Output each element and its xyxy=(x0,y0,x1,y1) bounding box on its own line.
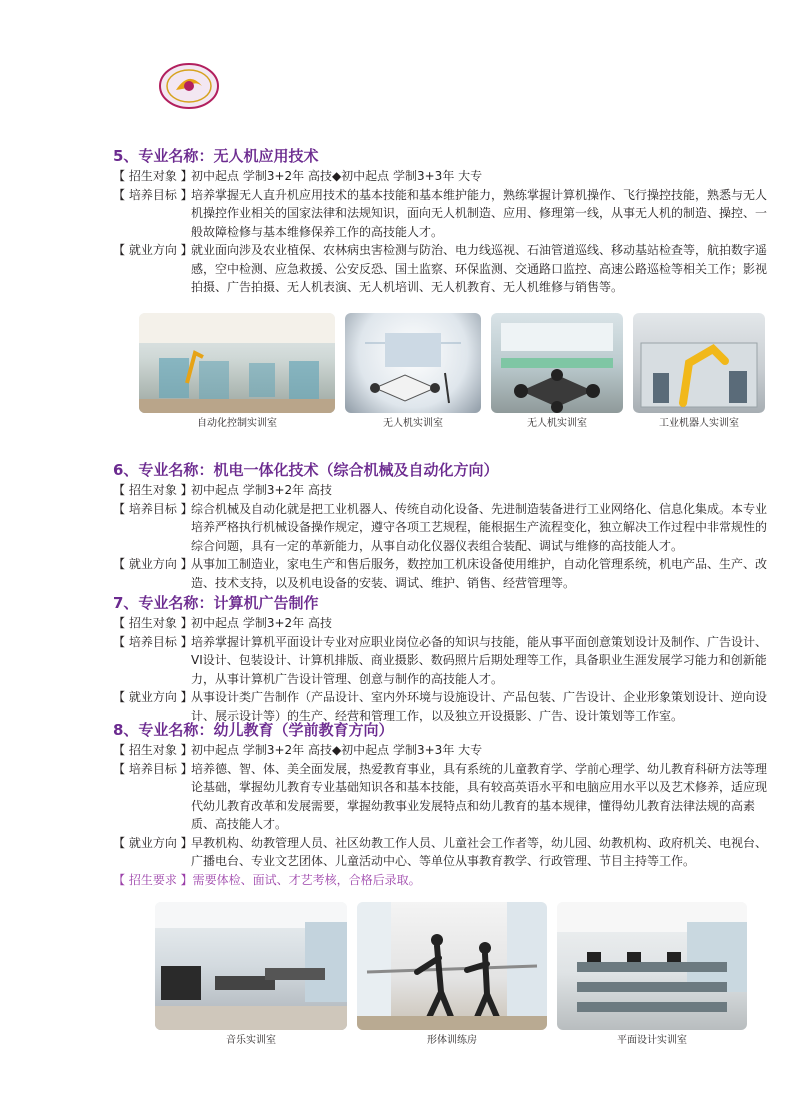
row-text: 培养德、智、体、美全面发展，热爱教育事业，具有系统的儿童教育学、学前心理学、幼儿教育科研方法等理论基础，掌握幼儿教育专业基础知识各和基本技能，具有较高英语水平和电脑应用水平以及艺术修养，适应现代幼儿教育改革和发展需要，掌握幼教事业发展特点和幼儿教育的基本规律，懂得幼儿教育法律法规的高素质、高技能人才。 xyxy=(191,761,768,831)
photo-caption: 工业机器人实训室 xyxy=(659,418,739,429)
photo-caption: 无人机实训室 xyxy=(527,418,587,429)
photo-caption: 音乐实训室 xyxy=(226,1035,276,1046)
info-row-career xyxy=(113,241,773,297)
row-text: 培养掌握计算机平面设计专业对应职业岗位必备的知识与技能，能从事平面创意策划设计及制作、广告设计、VI设计、包装设计、计算机排版、商业摄影、数码照片后期处理等工作，具备职业生涯发展学习能力和创新能力，从事计算机广告设计管理、创意与制作的高技能人才。 xyxy=(191,634,768,686)
photo-image xyxy=(557,902,747,1030)
row-label: 【 培养目标 】 xyxy=(113,501,193,516)
row-label: 【 就业方向 】 xyxy=(113,557,193,571)
section-title: 5、专业名称：无人机应用技术 xyxy=(113,147,319,165)
section-major-8 xyxy=(113,719,773,889)
row-label: 【 培养目标 】 xyxy=(113,761,193,776)
section-major-6 xyxy=(113,459,773,592)
row-label: 【 就业方向 】 xyxy=(113,243,193,257)
photo-drone-lab-1 xyxy=(345,313,481,431)
photo-caption: 形体训练房 xyxy=(427,1035,477,1046)
info-row-goal xyxy=(113,500,773,556)
photo-image xyxy=(633,313,765,413)
row-label: 【 培养目标 】 xyxy=(113,634,193,649)
school-logo xyxy=(158,62,220,110)
photo-image xyxy=(491,313,623,413)
info-row-goal xyxy=(113,760,773,834)
row-text: 初中起点 学制3+2年 高技◆初中起点 学制3+3年 大专 xyxy=(191,169,483,183)
photo-row-bottom xyxy=(155,902,747,1048)
photo-drone-lab-2 xyxy=(491,313,623,431)
row-text: 从事加工制造业，家电生产和售后服务，数控加工机床设备使用维护，自动化管理系统，机电产品、生产、改造、技术支持，以及机电设备的安装、调试、维护、销售、经营管理等。 xyxy=(191,557,768,590)
section-major-7 xyxy=(113,592,773,725)
row-text: 培养掌握无人直升机应用技术的基本技能和基本维护能力，熟练掌握计算机操作、飞行操控技能，熟悉与无人机操控作业相关的国家法律和法规知识，面向无人机制造、应用、修理第一线，从事无人机的制造、操控、一般故障检修与基本维修保养工作的高技能人才。 xyxy=(191,187,768,239)
info-row-enrollment xyxy=(113,741,773,760)
row-label: 【 培养目标 】 xyxy=(113,187,193,202)
info-row-enrollment xyxy=(113,167,773,186)
row-text: 从事设计类广告制作（产品设计、室内外环境与设施设计、产品包装、广告设计、企业形象策划设计、逆向设计、展示设计等）的生产、经营和管理工作，以及独立开设摄影、广告、设计策划等工作室。 xyxy=(191,690,768,723)
section-title: 8、专业名称：幼儿教育（学前教育方向） xyxy=(113,721,394,739)
section-major-5 xyxy=(113,145,773,297)
photo-caption: 平面设计实训室 xyxy=(617,1035,687,1046)
row-label: 【 就业方向 】 xyxy=(113,835,193,850)
photo-automation-lab xyxy=(139,313,335,431)
row-label: 【 招生对象 】 xyxy=(113,616,193,630)
photo-graphic-design-lab xyxy=(557,902,747,1048)
photo-robot-lab xyxy=(633,313,765,431)
photo-image xyxy=(357,902,547,1030)
info-row-career xyxy=(113,834,773,871)
section-title: 6、专业名称：机电一体化技术（综合机械及自动化方向） xyxy=(113,461,499,479)
photo-dance-studio xyxy=(357,902,547,1048)
photo-image xyxy=(155,902,347,1030)
photo-image xyxy=(139,313,335,413)
info-row-enrollment xyxy=(113,614,773,633)
photo-image xyxy=(345,313,481,413)
section-title: 7、专业名称：计算机广告制作 xyxy=(113,594,319,612)
photo-caption: 自动化控制实训室 xyxy=(197,418,277,429)
row-label: 【 招生对象 】 xyxy=(113,743,193,757)
row-text: 初中起点 学制3+2年 高技 xyxy=(191,616,332,630)
row-text: 初中起点 学制3+2年 高技 xyxy=(191,483,332,497)
photo-caption: 无人机实训室 xyxy=(383,418,443,429)
row-text: 就业面向涉及农业植保、农林病虫害检测与防治、电力线巡视、石油管道巡线、移动基站检查等，航拍数字遥感，空中检测、应急救援、公安反恐、国土监察、环保监测、交通路口监控、高速公路巡检等相关工作；影视拍摄、广告拍摄、无人机表演、无人机培训、无人机教育、无人机维修与销售等。 xyxy=(191,243,768,294)
info-row-career xyxy=(113,555,773,592)
row-label: 【 就业方向 】 xyxy=(113,690,193,704)
photo-row-top xyxy=(139,313,765,431)
row-label: 【 招生对象 】 xyxy=(113,483,193,497)
row-text: 初中起点 学制3+2年 高技◆初中起点 学制3+3年 大专 xyxy=(191,743,483,757)
admission-requirement: 【 招生要求 】需要体检、面试、才艺考核，合格后录取。 xyxy=(113,872,421,887)
school-emblem-icon xyxy=(158,62,220,110)
photo-music-lab xyxy=(155,902,347,1048)
row-text: 综合机械及自动化就是把工业机器人、传统自动化设备、先进制造装备进行工业网络化、信息化集成。本专业培养严格执行机械设备操作规定，遵守各项工艺规程，能根据生产流程变化，独立解决工作过程中非常规性的综合问题，具有一定的革新能力，从事自动化仪器仪表组合装配、调试与维修的高技能人才。 xyxy=(191,501,768,553)
info-row-goal xyxy=(113,633,773,689)
row-label: 【 招生对象 】 xyxy=(113,169,193,183)
row-text: 早教机构、幼教管理人员、社区幼教工作人员、儿童社会工作者等，幼儿园、幼教机构、政府机关、电视台、广播电台、专业文艺团体、儿童活动中心、等单位从事教育教学、行政管理、节目主持等工作。 xyxy=(191,835,768,868)
info-row-goal xyxy=(113,186,773,242)
info-row-enrollment xyxy=(113,481,773,500)
